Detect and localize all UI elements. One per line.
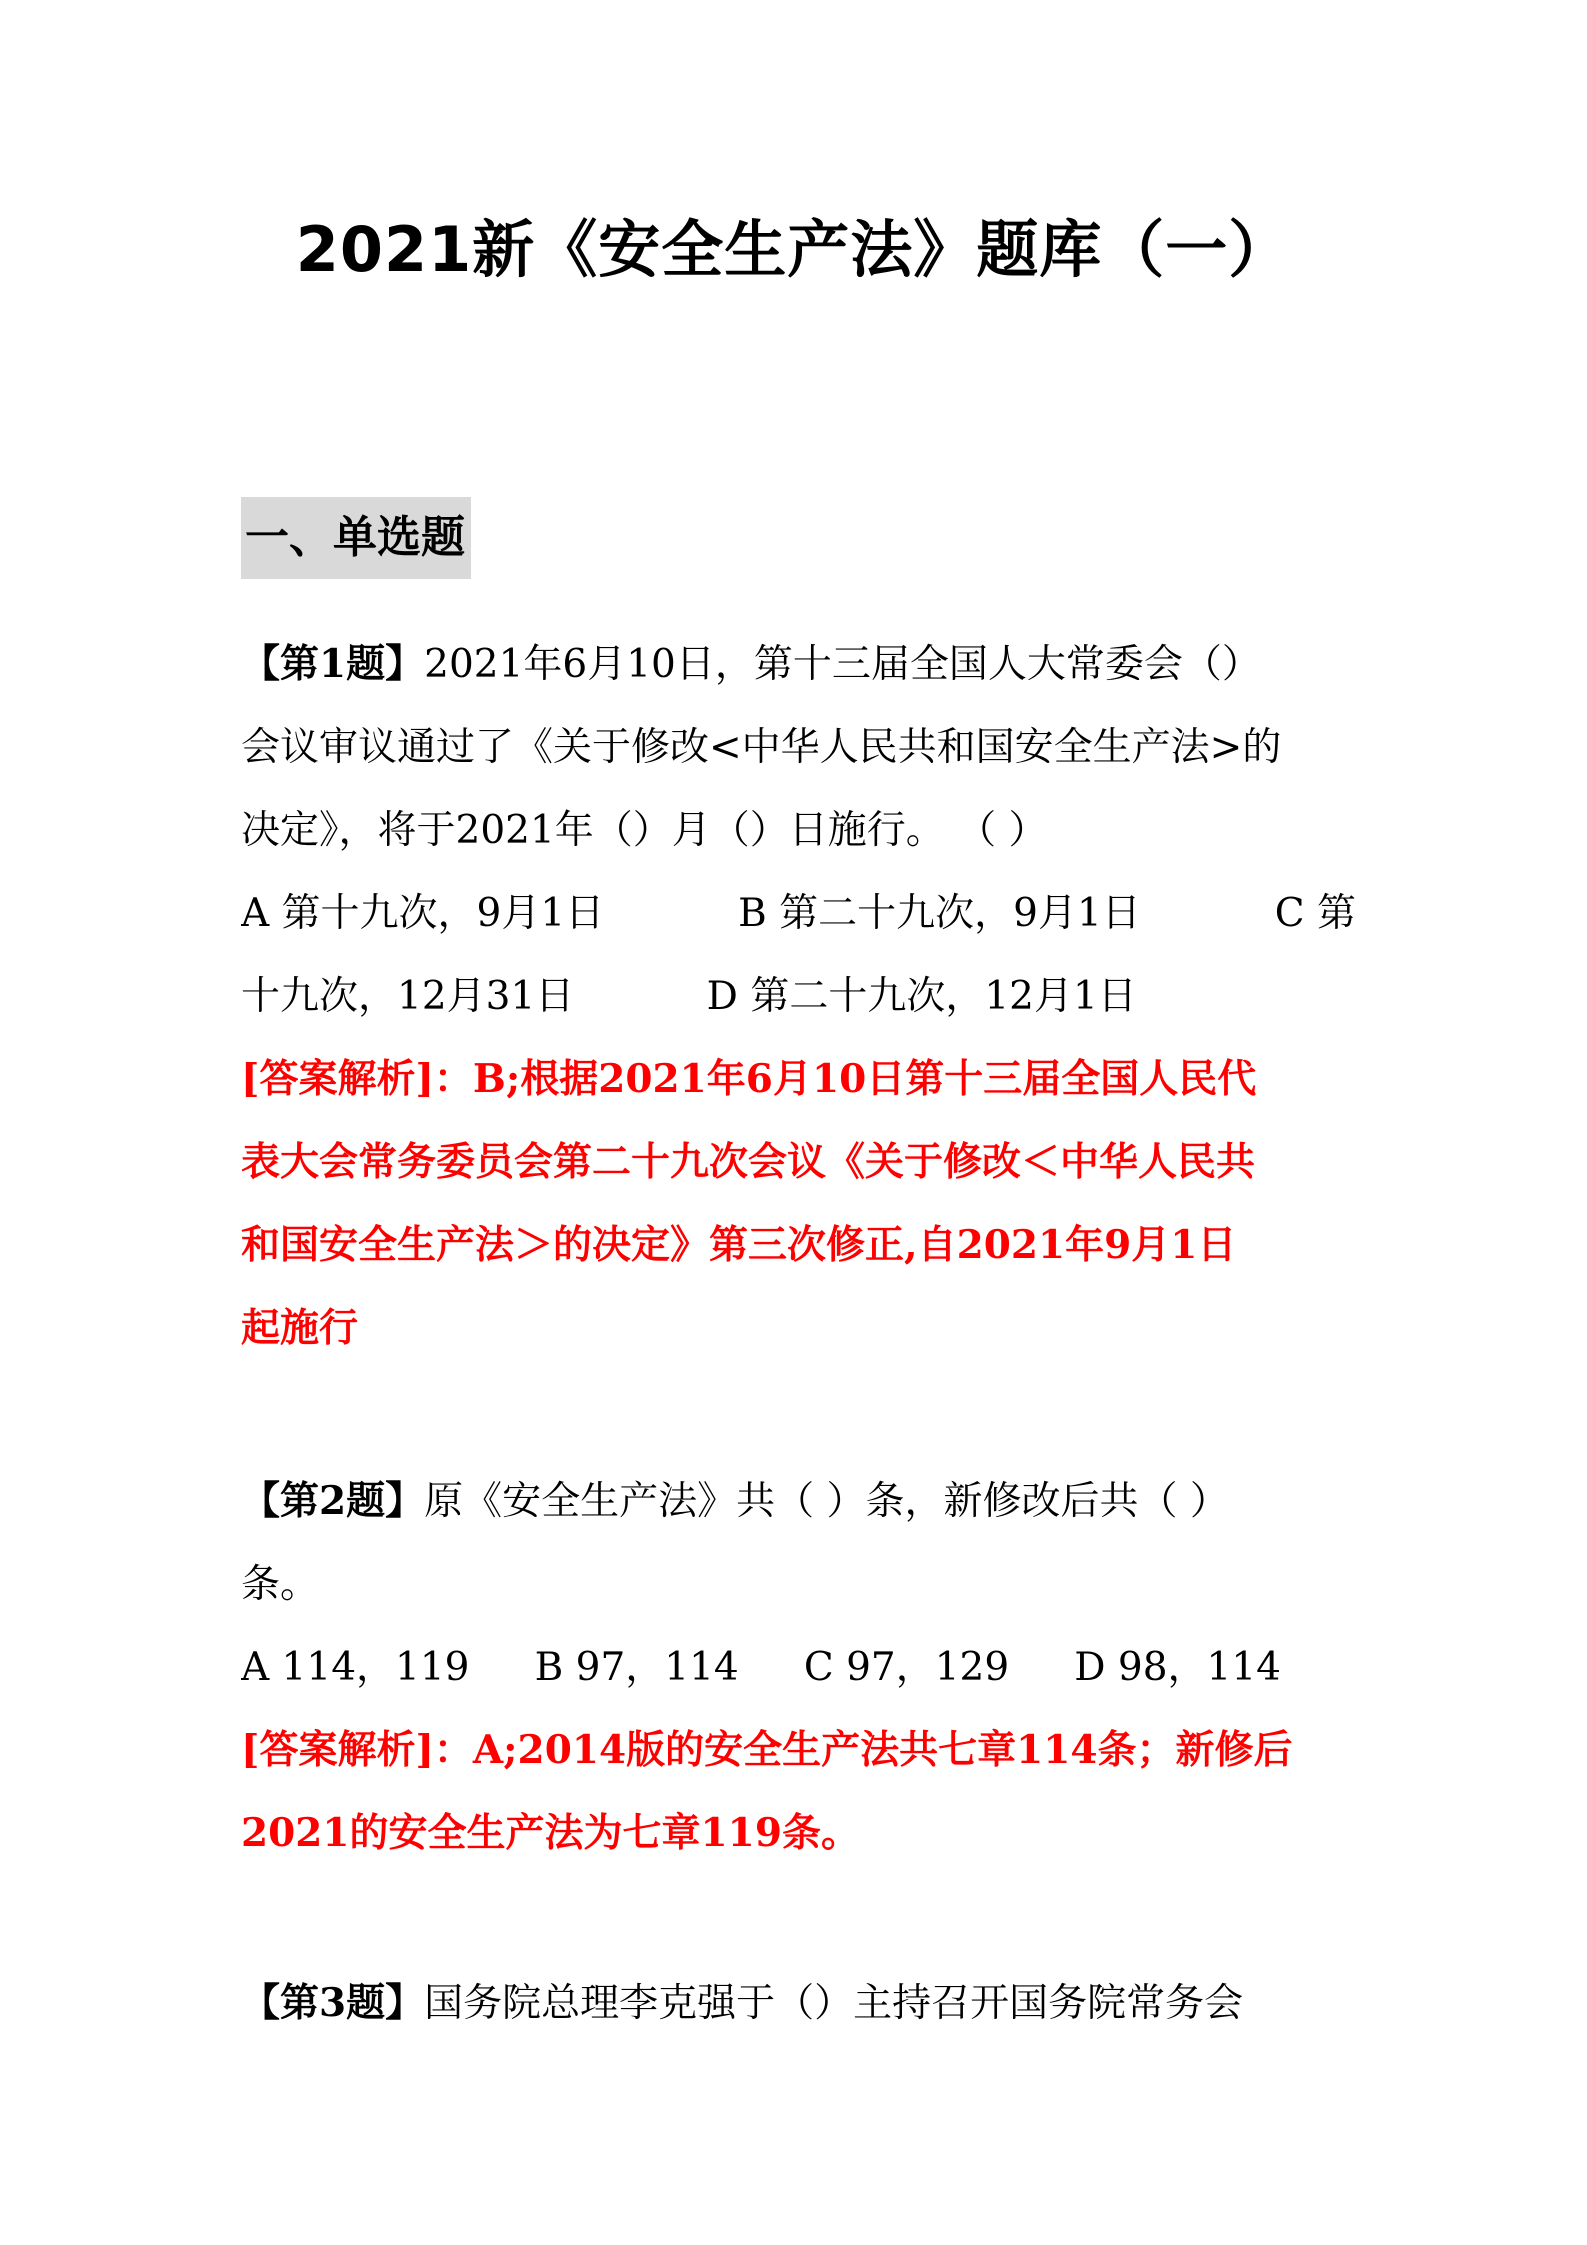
question-1-options-row-2 bbox=[241, 955, 1356, 1038]
question-1-label: 【第1题】 bbox=[241, 641, 425, 687]
question-2-answer-line-2: 2021的安全生产法为七章119条。 bbox=[241, 1810, 860, 1856]
question-2-line-1 bbox=[241, 1460, 1356, 1543]
question-1-answer-line-1: [答案解析]：B;根据2021年6月10日第十三届全国人民代 bbox=[241, 1056, 1257, 1102]
question-1-answer-line-2: 表大会常务委员会第二十九次会议《关于修改＜中华人民共 bbox=[241, 1139, 1256, 1185]
question-1-text-1: 2021年6月10日，第十三届全国人大常委会（） bbox=[424, 642, 1261, 687]
question-2-option-b: B 97，114 bbox=[534, 1645, 739, 1690]
question-2-text-1: 原《安全生产法》共（ ）条，新修改后共（ ） bbox=[424, 1479, 1229, 1524]
question-2 bbox=[241, 1460, 1356, 1875]
question-1-answer-line-4: 起施行 bbox=[241, 1305, 359, 1351]
question-2-options-row bbox=[241, 1626, 1281, 1709]
question-1-option-b: B 第二十九次，9月1日 bbox=[738, 891, 1141, 936]
question-1-line-2: 会议审议通过了《关于修改<中华人民共和国安全生产法>的 bbox=[241, 725, 1282, 770]
question-1 bbox=[241, 623, 1356, 1370]
question-1-answer-line-3: 和国安全生产法＞的决定》第三次修正,自2021年9月1日 bbox=[241, 1222, 1237, 1268]
question-3-line-1 bbox=[241, 1962, 1356, 2045]
document-title: 2021新《安全生产法》题库（一） bbox=[295, 213, 1292, 286]
question-2-option-d: D 98，114 bbox=[1074, 1645, 1281, 1690]
question-1-line-3: 决定》，将于2021年（）月（）日施行。 （ ） bbox=[241, 808, 1048, 853]
section-heading: 一、单选题 bbox=[241, 497, 471, 579]
question-1-line-1 bbox=[241, 623, 1356, 706]
question-2-option-a: A 114，119 bbox=[241, 1645, 470, 1690]
question-1-options-row-1 bbox=[241, 872, 1356, 955]
question-2-line-2: 条。 bbox=[241, 1562, 320, 1607]
question-1-option-c-start: C 第 bbox=[1274, 891, 1356, 936]
question-1-option-c-end: 十九次，12月31日 bbox=[241, 974, 575, 1019]
question-2-option-c: C 97，129 bbox=[803, 1645, 1010, 1690]
question-3-text-1: 国务院总理李克强于（）主持召开国务院常务会 bbox=[424, 1981, 1244, 2026]
question-2-label: 【第2题】 bbox=[241, 1478, 425, 1524]
question-1-option-a: A 第十九次，9月1日 bbox=[241, 891, 605, 936]
question-3 bbox=[241, 1962, 1356, 2045]
question-2-answer-line-1: [答案解析]：A;2014版的安全生产法共七章114条；新修后 bbox=[241, 1727, 1293, 1773]
question-1-option-d: D 第二十九次，12月1日 bbox=[706, 974, 1137, 1019]
question-3-label: 【第3题】 bbox=[241, 1980, 425, 2026]
